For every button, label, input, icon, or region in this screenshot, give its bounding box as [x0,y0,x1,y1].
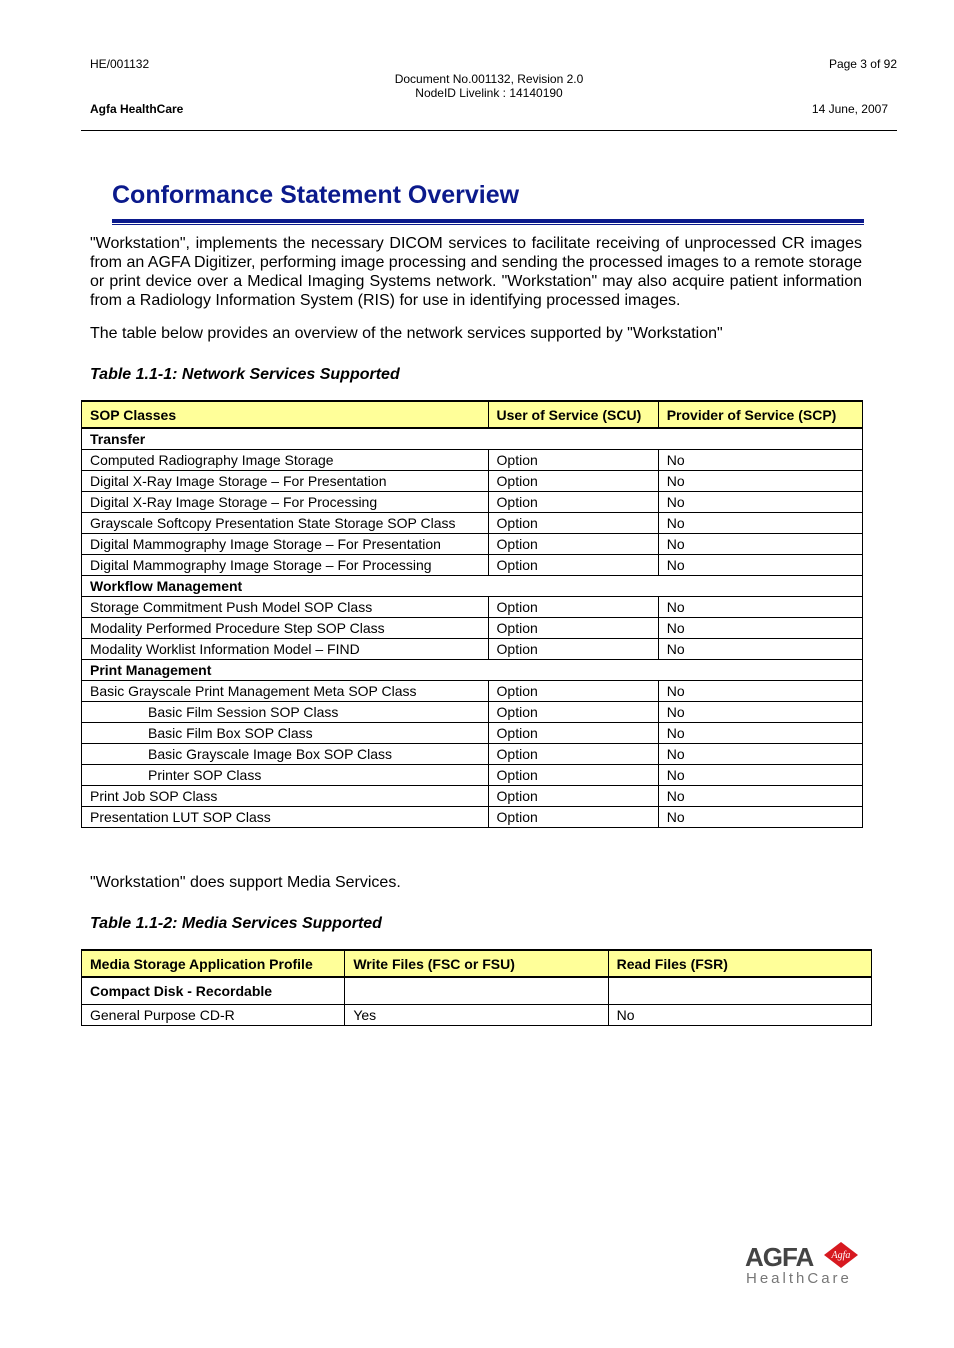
scp-cell: No [658,555,862,576]
sop-class-cell: Printer SOP Class [82,765,489,786]
col-header-read: Read Files (FSR) [608,950,871,977]
scu-cell: Option [488,555,658,576]
scp-cell: No [658,618,862,639]
sop-class-cell: Presentation LUT SOP Class [82,807,489,828]
table-row [82,681,863,702]
scp-cell: No [658,534,862,555]
sop-class-cell: Basic Grayscale Image Box SOP Class [82,744,489,765]
logo-mark-text: Agfa [831,1250,851,1261]
scp-cell: No [658,471,862,492]
table-section-row [82,576,863,597]
table-intro-paragraph: The table below provides an overview of the network services supported by "Workstation" [90,325,723,342]
table-row [82,492,863,513]
table-row [82,471,863,492]
table-row [82,765,863,786]
table-row [82,534,863,555]
table-row [82,702,863,723]
table-row [82,618,863,639]
sop-class-cell: Digital X-Ray Image Storage – For Presentation [82,471,489,492]
header-doc-number: Document No.001132, Revision 2.0 [394,72,584,86]
scu-cell: Option [488,492,658,513]
col-header-scp: Provider of Service (SCP) [658,401,862,428]
table-header-row [82,950,872,977]
table-row [82,723,863,744]
media-services-paragraph: "Workstation" does support Media Services. [90,874,401,891]
table-row [82,639,863,660]
sop-class-cell: Digital Mammography Image Storage – For Processing [82,555,489,576]
scu-cell: Option [488,723,658,744]
table-row [82,555,863,576]
table-section-row [82,977,872,1005]
scu-cell: Option [488,744,658,765]
media-services-table [81,949,872,1026]
scp-cell: No [658,597,862,618]
header-node-id: NodeID Livelink : 14140190 [415,86,563,100]
empty-cell [608,977,871,1005]
agfa-healthcare-logo [745,1238,865,1288]
table-row [82,744,863,765]
table-row [82,807,863,828]
scp-cell: No [658,513,862,534]
profile-cell: General Purpose CD-R [82,1005,345,1026]
scp-cell: No [658,744,862,765]
col-header-profile: Media Storage Application Profile [82,950,345,977]
scp-cell: No [658,786,862,807]
page-title: Conformance Statement Overview [112,181,520,209]
scp-cell: No [658,639,862,660]
section-label: Print Management [82,660,863,681]
header-company: Agfa HealthCare [90,102,184,116]
table-header-row [82,401,863,428]
table-row [82,513,863,534]
scu-cell: Option [488,597,658,618]
scu-cell: Option [488,765,658,786]
scp-cell: No [658,702,862,723]
col-header-sop-classes: SOP Classes [82,401,489,428]
header-doc-id: HE/001132 [90,57,150,71]
scu-cell: Option [488,534,658,555]
logo-wordmark: AGFA [745,1242,814,1272]
intro-paragraph: "Workstation", implements the necessary DICOM services to facilitate receiving of unprocessed CR images from an AGFA Digitizer, performing image processing and sending the processed images to a remote storage or print device over a Medical Imaging Systems network. "Workstation" may also acquire patient information from a Radiology Information System (RIS) for use in identifying processed images. [90,235,862,309]
scu-cell: Option [488,786,658,807]
title-divider [112,219,864,225]
scu-cell: Option [488,639,658,660]
section-label: Workflow Management [82,576,863,597]
table2-caption: Table 1.1-2: Media Services Supported [90,915,382,932]
scu-cell: Option [488,450,658,471]
col-header-write: Write Files (FSC or FSU) [345,950,608,977]
sop-class-cell: Modality Worklist Information Model – FIND [82,639,489,660]
table-row [82,597,863,618]
scp-cell: No [658,765,862,786]
scu-cell: Option [488,702,658,723]
header-divider [81,130,897,131]
table1-caption: Table 1.1-1: Network Services Supported [90,366,400,383]
scp-cell: No [658,681,862,702]
sop-class-cell: Digital Mammography Image Storage – For Presentation [82,534,489,555]
scu-cell: Option [488,471,658,492]
scu-cell: Option [488,681,658,702]
sop-class-cell: Grayscale Softcopy Presentation State Storage SOP Class [82,513,489,534]
table-section-row [82,660,863,681]
sop-class-cell: Basic Grayscale Print Management Meta SOP Class [82,681,489,702]
section-label: Transfer [82,428,863,450]
scu-cell: Option [488,513,658,534]
scp-cell: No [658,807,862,828]
sop-class-cell: Storage Commitment Push Model SOP Class [82,597,489,618]
table-section-row [82,428,863,450]
network-services-table [81,400,863,828]
sop-class-cell: Digital X-Ray Image Storage – For Processing [82,492,489,513]
sop-class-cell: Basic Film Box SOP Class [82,723,489,744]
sop-class-cell: Computed Radiography Image Storage [82,450,489,471]
header-page: Page 3 of 92 [828,57,897,71]
table-row [82,1005,872,1026]
sop-class-cell: Print Job SOP Class [82,786,489,807]
scp-cell: No [658,450,862,471]
read-cell: No [608,1005,871,1026]
logo-subtitle: HealthCare [746,1270,852,1287]
empty-cell [345,977,608,1005]
table-row [82,786,863,807]
sop-class-cell: Basic Film Session SOP Class [82,702,489,723]
scp-cell: No [658,723,862,744]
sop-class-cell: Modality Performed Procedure Step SOP Class [82,618,489,639]
scu-cell: Option [488,807,658,828]
col-header-scu: User of Service (SCU) [488,401,658,428]
table-row [82,450,863,471]
agfa-rhombus-icon [823,1241,859,1269]
scu-cell: Option [488,618,658,639]
scp-cell: No [658,492,862,513]
write-cell: Yes [345,1005,608,1026]
header-date: 14 June, 2007 [811,102,888,116]
header-doc-info [0,72,954,100]
section-label: Compact Disk - Recordable [82,977,345,1005]
